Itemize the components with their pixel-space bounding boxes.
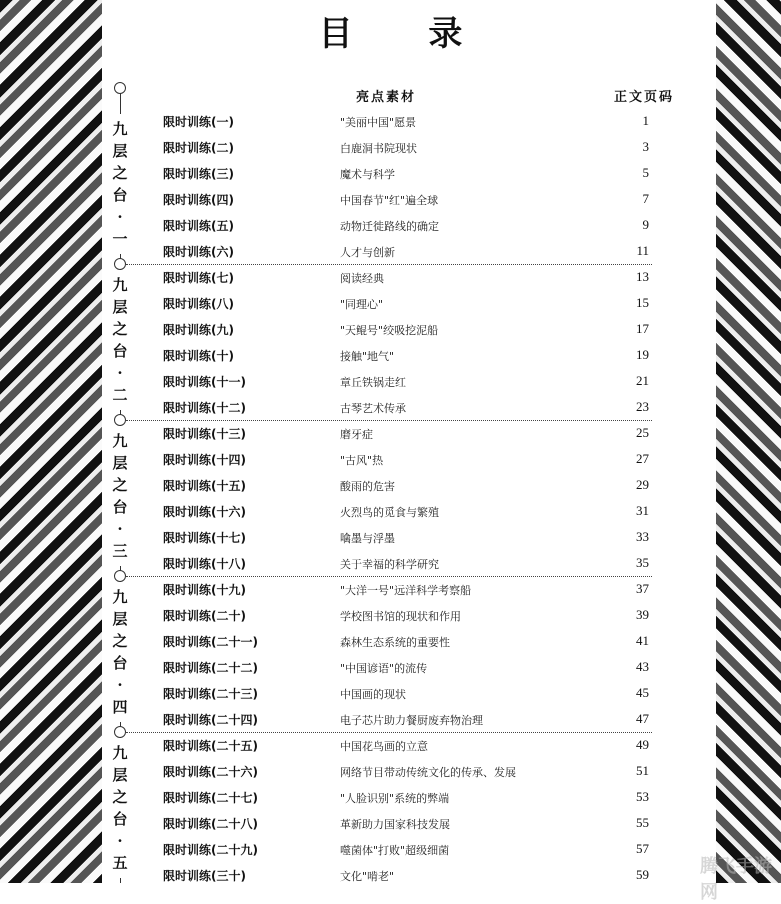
section-label-char: 台 <box>112 654 128 672</box>
entry-label: 限时训练(四) <box>163 193 234 207</box>
toc-entry[interactable] <box>0 420 781 446</box>
entry-page-number: 11 <box>636 243 649 258</box>
entry-topic: 电子芯片助力餐厨废弃物治理 <box>340 714 483 727</box>
toc-entry[interactable] <box>0 758 781 784</box>
toc-entry[interactable] <box>0 836 781 862</box>
toc-entry[interactable] <box>0 732 781 758</box>
entry-topic: "人脸识别"系统的弊端 <box>340 792 450 805</box>
entry-label: 限时训练(三十) <box>163 869 246 883</box>
entry-topic: 章丘铁锅走红 <box>340 376 406 389</box>
entry-topic: 学校图书馆的现状和作用 <box>340 610 461 623</box>
toc-entry[interactable] <box>0 264 781 290</box>
timeline-node-icon <box>114 82 126 94</box>
entry-page-number: 35 <box>636 555 649 570</box>
section-label-char: 层 <box>112 298 128 316</box>
toc-entry[interactable] <box>0 472 781 498</box>
entry-topic: 森林生态系统的重要性 <box>340 636 450 649</box>
entry-page-number: 7 <box>642 191 649 206</box>
entry-topic: 人才与创新 <box>340 246 395 259</box>
entry-label: 限时训练(五) <box>163 219 234 233</box>
entry-page-number: 15 <box>636 295 649 310</box>
section-label-char: 层 <box>112 610 128 628</box>
entry-page-number: 29 <box>636 477 649 492</box>
entry-label: 限时训练(二十六) <box>163 765 258 779</box>
toc-entry[interactable] <box>0 810 781 836</box>
entry-page-number: 39 <box>636 607 649 622</box>
section-label-char: 三 <box>112 542 128 560</box>
section-label-char: 九 <box>112 120 128 138</box>
entry-topic: 中国春节"红"遍全球 <box>340 194 439 207</box>
entry-label: 限时训练(八) <box>163 297 234 311</box>
entry-page-number: 19 <box>636 347 649 362</box>
toc-entry[interactable] <box>0 238 781 264</box>
entry-topic: 革新助力国家科技发展 <box>340 818 450 831</box>
entry-label: 限时训练(六) <box>163 245 234 259</box>
section-label-char: 之 <box>112 788 128 806</box>
entry-page-number: 27 <box>636 451 649 466</box>
entry-topic: 噬菌体"打败"超级细菌 <box>340 844 450 857</box>
entry-page-number: 21 <box>636 373 649 388</box>
toc-entry[interactable] <box>0 108 781 134</box>
entry-topic: 磨牙症 <box>340 428 373 441</box>
entry-label: 限时训练(十一) <box>163 375 246 389</box>
toc-entry[interactable] <box>0 186 781 212</box>
entry-label: 限时训练(十五) <box>163 479 246 493</box>
entry-page-number: 31 <box>636 503 649 518</box>
entry-topic: "同理心" <box>340 298 384 311</box>
toc-entry[interactable] <box>0 212 781 238</box>
section-label-char: 九 <box>112 588 128 606</box>
section-label-char: 一 <box>112 230 128 248</box>
entry-topic: 接触"地气" <box>340 350 395 363</box>
entry-topic: 噙墨与浮墨 <box>340 532 395 545</box>
column-header-page: 正文页码 <box>614 90 675 105</box>
entry-topic: 白鹿洞书院现状 <box>340 142 417 155</box>
column-header-topic: 亮点素材 <box>356 90 417 105</box>
entry-page-number: 59 <box>636 867 649 882</box>
entry-topic: 文化"啃老" <box>340 870 395 883</box>
entry-topic: 中国花鸟画的立意 <box>340 740 428 753</box>
section-label-char: 之 <box>112 164 128 182</box>
section-label-char: 层 <box>112 454 128 472</box>
entry-label: 限时训练(二十五) <box>163 739 258 753</box>
entry-page-number: 47 <box>636 711 649 726</box>
section-label-char: 台 <box>112 810 128 828</box>
section-label-char: 九 <box>112 744 128 762</box>
section-label-char: 四 <box>112 698 128 716</box>
toc-entry[interactable] <box>0 706 781 732</box>
section-label-char: 台 <box>112 342 128 360</box>
toc-list <box>0 108 781 888</box>
entry-label: 限时训练(二十三) <box>163 687 258 701</box>
section-label-char: · <box>117 520 123 538</box>
section-label-char: · <box>117 364 123 382</box>
entry-topic: 网络节目带动传统文化的传承、发展 <box>340 766 516 779</box>
toc-entry[interactable] <box>0 602 781 628</box>
entry-page-number: 57 <box>636 841 649 856</box>
section-label-char: 之 <box>112 476 128 494</box>
entry-label: 限时训练(二十九) <box>163 843 258 857</box>
entry-label: 限时训练(二十) <box>163 609 246 623</box>
entry-topic: "天鲲号"绞吸挖泥船 <box>340 324 439 337</box>
entry-label: 限时训练(二十一) <box>163 635 258 649</box>
entry-label: 限时训练(二十七) <box>163 791 258 805</box>
entry-page-number: 33 <box>636 529 649 544</box>
entry-topic: 阅读经典 <box>340 272 384 285</box>
toc-entry[interactable] <box>0 524 781 550</box>
section-label-char: 台 <box>112 498 128 516</box>
toc-entry[interactable] <box>0 680 781 706</box>
section-label-char: 之 <box>112 632 128 650</box>
toc-entry[interactable] <box>0 784 781 810</box>
entry-label: 限时训练(一) <box>163 115 234 129</box>
toc-entry[interactable] <box>0 628 781 654</box>
watermark: 腾飞手游网 <box>700 856 772 903</box>
entry-topic: 魔术与科学 <box>340 168 395 181</box>
entry-page-number: 37 <box>636 581 649 596</box>
entry-label: 限时训练(十八) <box>163 557 246 571</box>
toc-entry[interactable] <box>0 498 781 524</box>
toc-entry[interactable] <box>0 368 781 394</box>
entry-page-number: 5 <box>642 165 649 180</box>
entry-label: 限时训练(十二) <box>163 401 246 415</box>
section-label-char: 九 <box>112 432 128 450</box>
entry-topic: 火烈鸟的觅食与繁殖 <box>340 506 439 519</box>
toc-entry[interactable] <box>0 290 781 316</box>
toc-entry[interactable] <box>0 550 781 576</box>
entry-label: 限时训练(十九) <box>163 583 246 597</box>
entry-label: 限时训练(十四) <box>163 453 246 467</box>
entry-page-number: 17 <box>636 321 649 336</box>
entry-page-number: 49 <box>636 737 649 752</box>
entry-label: 限时训练(十七) <box>163 531 246 545</box>
section-label-char: 五 <box>112 854 128 872</box>
toc-entry[interactable] <box>0 134 781 160</box>
entry-page-number: 23 <box>636 399 649 414</box>
entry-label: 限时训练(二) <box>163 141 234 155</box>
entry-topic: 动物迁徙路线的确定 <box>340 220 439 233</box>
toc-entry[interactable] <box>0 160 781 186</box>
entry-page-number: 13 <box>636 269 649 284</box>
section-label-char: 九 <box>112 276 128 294</box>
toc-entry[interactable] <box>0 342 781 368</box>
section-label-char: · <box>117 208 123 226</box>
toc-entry[interactable] <box>0 316 781 342</box>
entry-label: 限时训练(三) <box>163 167 234 181</box>
entry-topic: "大洋一号"远洋科学考察船 <box>340 584 472 597</box>
entry-label: 限时训练(九) <box>163 323 234 337</box>
entry-label: 限时训练(二十八) <box>163 817 258 831</box>
entry-topic: "古风"热 <box>340 454 384 467</box>
section-label-char: 二 <box>112 386 128 404</box>
section-label-char: 层 <box>112 142 128 160</box>
section-label-char: 台 <box>112 186 128 204</box>
toc-entry[interactable] <box>0 394 781 420</box>
entry-topic: 中国画的现状 <box>340 688 406 701</box>
entry-topic: 酸雨的危害 <box>340 480 395 493</box>
section-label-char: · <box>117 832 123 850</box>
entry-topic: 古琴艺术传承 <box>340 402 406 415</box>
entry-topic: "中国谚语"的流传 <box>340 662 428 675</box>
entry-page-number: 1 <box>642 113 649 128</box>
page-title: 目 录 <box>318 14 495 54</box>
entry-topic: "美丽中国"愿景 <box>340 116 417 129</box>
entry-label: 限时训练(十) <box>163 349 234 363</box>
entry-label: 限时训练(七) <box>163 271 234 285</box>
entry-label: 限时训练(二十二) <box>163 661 258 675</box>
section-label-char: · <box>117 676 123 694</box>
entry-page-number: 3 <box>642 139 649 154</box>
entry-page-number: 9 <box>642 217 649 232</box>
section-label-char: 之 <box>112 320 128 338</box>
entry-page-number: 55 <box>636 815 649 830</box>
entry-page-number: 51 <box>636 763 649 778</box>
entry-page-number: 53 <box>636 789 649 804</box>
entry-page-number: 43 <box>636 659 649 674</box>
toc-entry[interactable] <box>0 446 781 472</box>
toc-entry[interactable] <box>0 576 781 602</box>
entry-label: 限时训练(二十四) <box>163 713 258 727</box>
toc-entry[interactable] <box>0 654 781 680</box>
entry-page-number: 41 <box>636 633 649 648</box>
entry-label: 限时训练(十六) <box>163 505 246 519</box>
section-label-char: 层 <box>112 766 128 784</box>
entry-topic: 关于幸福的科学研究 <box>340 558 439 571</box>
entry-label: 限时训练(十三) <box>163 427 246 441</box>
entry-page-number: 25 <box>636 425 649 440</box>
toc-entry[interactable] <box>0 862 781 888</box>
entry-page-number: 45 <box>636 685 649 700</box>
